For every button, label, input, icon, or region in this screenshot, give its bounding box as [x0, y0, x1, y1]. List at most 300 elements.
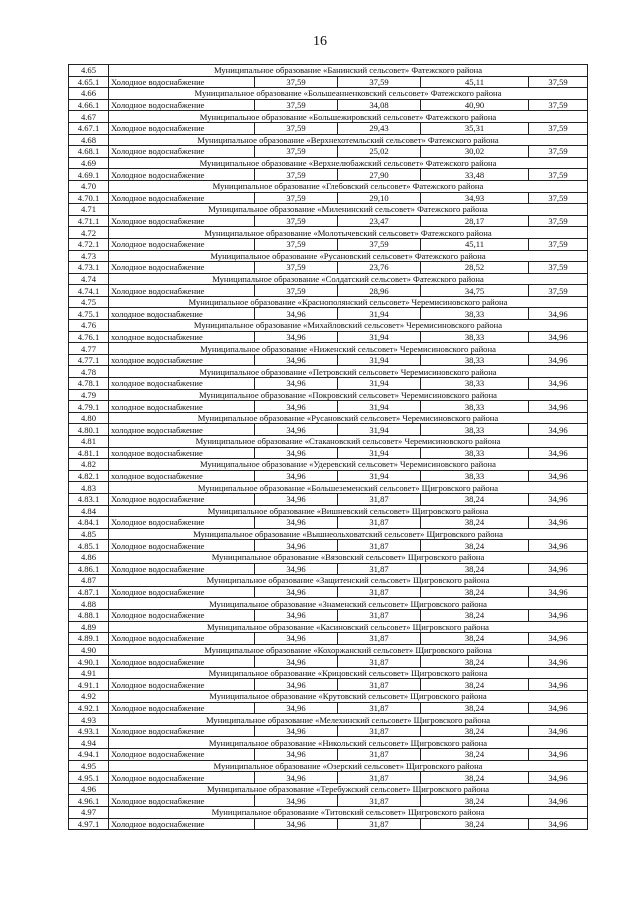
tariff-value-2: 31,87 [338, 749, 421, 761]
municipality-title: Муниципальное образование «Титовский сельсовет» Щигровского района [109, 807, 588, 819]
row-number: 4.81 [69, 436, 109, 448]
row-number: 4.93 [69, 714, 109, 726]
tariff-value-2: 31,94 [338, 378, 421, 390]
municipality-title: Муниципальное образование «Верхнехотемльский сельсовет» Фатежского района [109, 134, 588, 146]
service-label: Холодное водоснабжение [109, 493, 255, 505]
tariff-row [69, 772, 588, 784]
row-number: 4.65.1 [69, 76, 109, 88]
municipality-title: Муниципальное образование «Большежировский сельсовет» Фатежского района [109, 111, 588, 123]
tariff-value-1: 37,59 [255, 215, 338, 227]
row-number: 4.84 [69, 505, 109, 517]
municipality-title: Муниципальное образование «Михайловский сельсовет» Черемисиновского района [109, 320, 588, 332]
municipality-title: Муниципальное образование «Стакановский сельсовет» Черемисиновского района [109, 436, 588, 448]
tariff-value-4: 34,96 [529, 749, 588, 761]
tariff-value-2: 31,94 [338, 424, 421, 436]
tariff-value-2: 31,94 [338, 470, 421, 482]
tariff-row [69, 401, 588, 413]
tariff-table-container [68, 64, 587, 830]
row-number: 4.70.1 [69, 192, 109, 204]
row-number: 4.79.1 [69, 401, 109, 413]
municipality-header-row [69, 343, 588, 355]
row-number: 4.86 [69, 551, 109, 563]
tariff-value-4: 34,96 [529, 725, 588, 737]
tariff-row [69, 215, 588, 227]
tariff-value-3: 45,11 [421, 238, 529, 250]
tariff-value-3: 38,33 [421, 401, 529, 413]
service-label: холодное водоснабжение [109, 331, 255, 343]
row-number: 4.94.1 [69, 749, 109, 761]
tariff-value-1: 37,59 [255, 238, 338, 250]
municipality-title: Муниципальное образование «Вышнеольховатский сельсовет» Щигровского района [109, 528, 588, 540]
row-number: 4.69.1 [69, 169, 109, 181]
tariff-row [69, 725, 588, 737]
tariff-value-2: 29,10 [338, 192, 421, 204]
tariff-value-4: 34,96 [529, 818, 588, 830]
tariff-row [69, 749, 588, 761]
tariff-value-1: 34,96 [255, 725, 338, 737]
tariff-value-4: 34,96 [529, 795, 588, 807]
tariff-row [69, 76, 588, 88]
tariff-row [69, 493, 588, 505]
row-number: 4.86.1 [69, 563, 109, 575]
tariff-value-2: 23,76 [338, 262, 421, 274]
service-label: Холодное водоснабжение [109, 517, 255, 529]
municipality-title: Муниципальное образование «Покровский сельсовет» Черемисиновского района [109, 389, 588, 401]
tariff-row [69, 424, 588, 436]
tariff-value-2: 29,43 [338, 122, 421, 134]
municipality-header-row [69, 644, 588, 656]
row-number: 4.96 [69, 783, 109, 795]
row-number: 4.67 [69, 111, 109, 123]
municipality-header-row [69, 204, 588, 216]
tariff-row [69, 354, 588, 366]
tariff-table [68, 64, 588, 830]
service-label: Холодное водоснабжение [109, 679, 255, 691]
tariff-row [69, 540, 588, 552]
tariff-value-2: 31,87 [338, 540, 421, 552]
tariff-value-4: 34,96 [529, 354, 588, 366]
tariff-value-2: 31,87 [338, 656, 421, 668]
municipality-header-row [69, 65, 588, 77]
row-number: 4.74.1 [69, 285, 109, 297]
tariff-value-2: 27,90 [338, 169, 421, 181]
tariff-value-2: 31,94 [338, 447, 421, 459]
municipality-title: Муниципальное образование «Солдатский сельсовет» Фатежского района [109, 273, 588, 285]
row-number: 4.76.1 [69, 331, 109, 343]
tariff-value-4: 37,59 [529, 76, 588, 88]
tariff-row [69, 192, 588, 204]
row-number: 4.66.1 [69, 99, 109, 111]
tariff-row [69, 633, 588, 645]
tariff-value-4: 34,96 [529, 447, 588, 459]
tariff-value-3: 38,24 [421, 725, 529, 737]
tariff-row [69, 99, 588, 111]
municipality-title: Муниципальное образование «Озерский сельсовет» Щигровского района [109, 760, 588, 772]
row-number: 4.73.1 [69, 262, 109, 274]
tariff-value-1: 34,96 [255, 447, 338, 459]
tariff-value-1: 34,96 [255, 633, 338, 645]
service-label: Холодное водоснабжение [109, 772, 255, 784]
municipality-header-row [69, 134, 588, 146]
municipality-header-row [69, 714, 588, 726]
tariff-value-3: 38,24 [421, 749, 529, 761]
tariff-row [69, 238, 588, 250]
tariff-value-4: 34,96 [529, 331, 588, 343]
municipality-title: Муниципальное образование «Никольский сельсовет» Щигровского района [109, 737, 588, 749]
service-label: Холодное водоснабжение [109, 563, 255, 575]
tariff-row [69, 818, 588, 830]
row-number: 4.83 [69, 482, 109, 494]
row-number: 4.75.1 [69, 308, 109, 320]
municipality-title: Муниципальное образование «Касиновский сельсовет» Щигровского района [109, 621, 588, 633]
tariff-value-3: 38,24 [421, 563, 529, 575]
municipality-title: Муниципальное образование «Ниженский сельсовет» Черемисиновского района [109, 343, 588, 355]
tariff-value-3: 38,24 [421, 517, 529, 529]
row-number: 4.85 [69, 528, 109, 540]
tariff-value-1: 34,96 [255, 563, 338, 575]
municipality-header-row [69, 111, 588, 123]
service-label: Холодное водоснабжение [109, 146, 255, 158]
tariff-table-body [69, 65, 588, 830]
tariff-value-3: 28,17 [421, 215, 529, 227]
tariff-value-3: 38,24 [421, 540, 529, 552]
tariff-value-4: 34,96 [529, 493, 588, 505]
tariff-value-3: 34,93 [421, 192, 529, 204]
tariff-value-2: 31,87 [338, 563, 421, 575]
row-number: 4.93.1 [69, 725, 109, 737]
municipality-header-row [69, 296, 588, 308]
municipality-header-row [69, 366, 588, 378]
service-label: Холодное водоснабжение [109, 192, 255, 204]
row-number: 4.95.1 [69, 772, 109, 784]
row-number: 4.68 [69, 134, 109, 146]
row-number: 4.71.1 [69, 215, 109, 227]
tariff-value-4: 34,96 [529, 540, 588, 552]
service-label: Холодное водоснабжение [109, 656, 255, 668]
tariff-value-4: 37,59 [529, 99, 588, 111]
municipality-header-row [69, 436, 588, 448]
municipality-header-row [69, 320, 588, 332]
tariff-value-3: 40,90 [421, 99, 529, 111]
tariff-value-4: 34,96 [529, 470, 588, 482]
row-number: 4.66 [69, 88, 109, 100]
tariff-value-3: 38,24 [421, 702, 529, 714]
tariff-value-2: 23,47 [338, 215, 421, 227]
municipality-title: Муниципальное образование «Большеанненковский сельсовет» Фатежского района [109, 88, 588, 100]
service-label: холодное водоснабжение [109, 424, 255, 436]
service-label: холодное водоснабжение [109, 470, 255, 482]
municipality-title: Муниципальное образование «Банинский сельсовет» Фатежского района [109, 65, 588, 77]
row-number: 4.80.1 [69, 424, 109, 436]
municipality-header-row [69, 737, 588, 749]
tariff-row [69, 795, 588, 807]
tariff-value-3: 38,24 [421, 493, 529, 505]
tariff-value-2: 31,94 [338, 354, 421, 366]
row-number: 4.73 [69, 250, 109, 262]
tariff-value-1: 34,96 [255, 470, 338, 482]
tariff-row [69, 517, 588, 529]
row-number: 4.87 [69, 575, 109, 587]
tariff-value-1: 34,96 [255, 749, 338, 761]
tariff-value-1: 34,96 [255, 331, 338, 343]
row-number: 4.89 [69, 621, 109, 633]
tariff-row [69, 702, 588, 714]
service-label: Холодное водоснабжение [109, 99, 255, 111]
tariff-row [69, 169, 588, 181]
service-label: холодное водоснабжение [109, 447, 255, 459]
municipality-title: Муниципальное образование «Петровский сельсовет» Черемисиновского района [109, 366, 588, 378]
tariff-value-1: 34,96 [255, 772, 338, 784]
tariff-value-1: 34,96 [255, 517, 338, 529]
row-number: 4.82 [69, 459, 109, 471]
tariff-value-3: 35,31 [421, 122, 529, 134]
row-number: 4.79 [69, 389, 109, 401]
municipality-title: Муниципальное образование «Кохоржанский сельсовет» Щигровского района [109, 644, 588, 656]
municipality-title: Муниципальное образование «Русановский сельсовет» Черемисиновского района [109, 412, 588, 424]
municipality-title: Муниципальное образование «Молотычевский сельсовет» Фатежского района [109, 227, 588, 239]
tariff-value-4: 34,96 [529, 424, 588, 436]
tariff-value-2: 37,59 [338, 238, 421, 250]
municipality-header-row [69, 783, 588, 795]
service-label: Холодное водоснабжение [109, 540, 255, 552]
tariff-value-2: 34,08 [338, 99, 421, 111]
tariff-row [69, 656, 588, 668]
service-label: Холодное водоснабжение [109, 285, 255, 297]
tariff-value-2: 31,94 [338, 401, 421, 413]
municipality-header-row [69, 157, 588, 169]
municipality-title: Муниципальное образование «Краснополянский сельсовет» Черемисиновского района [109, 296, 588, 308]
tariff-row [69, 308, 588, 320]
municipality-header-row [69, 598, 588, 610]
service-label: Холодное водоснабжение [109, 795, 255, 807]
row-number: 4.78.1 [69, 378, 109, 390]
tariff-value-2: 25,02 [338, 146, 421, 158]
row-number: 4.70 [69, 180, 109, 192]
municipality-header-row [69, 667, 588, 679]
row-number: 4.90.1 [69, 656, 109, 668]
municipality-title: Муниципальное образование «Мелехинский сельсовет» Щигровского района [109, 714, 588, 726]
tariff-row [69, 609, 588, 621]
municipality-header-row [69, 505, 588, 517]
tariff-row [69, 146, 588, 158]
row-number: 4.65 [69, 65, 109, 77]
row-number: 4.95 [69, 760, 109, 772]
municipality-title: Муниципальное образование «Удеревский сельсовет» Черемисиновского района [109, 459, 588, 471]
tariff-value-4: 34,96 [529, 679, 588, 691]
tariff-value-3: 38,24 [421, 818, 529, 830]
tariff-value-1: 34,96 [255, 795, 338, 807]
row-number: 4.83.1 [69, 493, 109, 505]
tariff-row [69, 262, 588, 274]
tariff-value-4: 37,59 [529, 238, 588, 250]
municipality-title: Муниципальное образование «Миленинский сельсовет» Фатежского района [109, 204, 588, 216]
tariff-value-1: 37,59 [255, 146, 338, 158]
tariff-value-3: 38,33 [421, 354, 529, 366]
tariff-value-3: 34,75 [421, 285, 529, 297]
service-label: Холодное водоснабжение [109, 749, 255, 761]
municipality-header-row [69, 180, 588, 192]
service-label: Холодное водоснабжение [109, 169, 255, 181]
row-number: 4.89.1 [69, 633, 109, 645]
tariff-value-4: 37,59 [529, 285, 588, 297]
tariff-value-2: 31,87 [338, 795, 421, 807]
tariff-value-1: 34,96 [255, 656, 338, 668]
tariff-value-3: 38,33 [421, 470, 529, 482]
row-number: 4.77 [69, 343, 109, 355]
tariff-value-1: 34,96 [255, 702, 338, 714]
row-number: 4.85.1 [69, 540, 109, 552]
row-number: 4.94 [69, 737, 109, 749]
row-number: 4.77.1 [69, 354, 109, 366]
service-label: Холодное водоснабжение [109, 238, 255, 250]
tariff-value-1: 34,96 [255, 378, 338, 390]
row-number: 4.82.1 [69, 470, 109, 482]
tariff-value-2: 31,87 [338, 493, 421, 505]
tariff-value-2: 31,87 [338, 818, 421, 830]
tariff-value-4: 34,96 [529, 586, 588, 598]
tariff-value-4: 34,96 [529, 656, 588, 668]
tariff-value-2: 37,59 [338, 76, 421, 88]
municipality-header-row [69, 575, 588, 587]
tariff-value-4: 34,96 [529, 517, 588, 529]
service-label: Холодное водоснабжение [109, 818, 255, 830]
row-number: 4.72.1 [69, 238, 109, 250]
tariff-value-4: 34,96 [529, 609, 588, 621]
municipality-header-row [69, 760, 588, 772]
row-number: 4.87.1 [69, 586, 109, 598]
municipality-header-row [69, 88, 588, 100]
municipality-title: Муниципальное образование «Крутовский сельсовет» Щигровского района [109, 691, 588, 703]
row-number: 4.88 [69, 598, 109, 610]
tariff-value-4: 34,96 [529, 308, 588, 320]
service-label: холодное водоснабжение [109, 378, 255, 390]
service-label: Холодное водоснабжение [109, 702, 255, 714]
tariff-value-1: 37,59 [255, 169, 338, 181]
tariff-value-1: 34,96 [255, 540, 338, 552]
tariff-value-1: 37,59 [255, 192, 338, 204]
tariff-value-4: 37,59 [529, 146, 588, 158]
row-number: 4.92 [69, 691, 109, 703]
tariff-row [69, 122, 588, 134]
row-number: 4.81.1 [69, 447, 109, 459]
tariff-row [69, 331, 588, 343]
tariff-value-1: 34,96 [255, 609, 338, 621]
tariff-value-1: 34,96 [255, 308, 338, 320]
tariff-value-3: 38,33 [421, 308, 529, 320]
municipality-header-row [69, 273, 588, 285]
service-label: холодное водоснабжение [109, 354, 255, 366]
tariff-value-1: 37,59 [255, 76, 338, 88]
municipality-title: Муниципальное образование «Большеземенский сельсовет» Щигровского района [109, 482, 588, 494]
service-label: Холодное водоснабжение [109, 725, 255, 737]
tariff-value-4: 37,59 [529, 215, 588, 227]
page-number: 16 [313, 34, 327, 49]
tariff-value-2: 28,96 [338, 285, 421, 297]
tariff-value-2: 31,87 [338, 725, 421, 737]
service-label: холодное водоснабжение [109, 308, 255, 320]
tariff-value-3: 38,24 [421, 633, 529, 645]
row-number: 4.88.1 [69, 609, 109, 621]
municipality-header-row [69, 412, 588, 424]
tariff-value-2: 31,87 [338, 517, 421, 529]
tariff-value-1: 37,59 [255, 99, 338, 111]
tariff-value-1: 34,96 [255, 354, 338, 366]
tariff-value-4: 37,59 [529, 169, 588, 181]
service-label: Холодное водоснабжение [109, 586, 255, 598]
tariff-value-4: 34,96 [529, 772, 588, 784]
tariff-value-3: 45,11 [421, 76, 529, 88]
service-label: Холодное водоснабжение [109, 609, 255, 621]
service-label: Холодное водоснабжение [109, 122, 255, 134]
tariff-row [69, 447, 588, 459]
tariff-value-4: 34,96 [529, 563, 588, 575]
tariff-row [69, 679, 588, 691]
tariff-value-1: 34,96 [255, 424, 338, 436]
tariff-row [69, 563, 588, 575]
tariff-value-1: 34,96 [255, 401, 338, 413]
row-number: 4.78 [69, 366, 109, 378]
tariff-value-1: 37,59 [255, 122, 338, 134]
tariff-value-3: 38,24 [421, 609, 529, 621]
row-number: 4.96.1 [69, 795, 109, 807]
tariff-value-1: 37,59 [255, 285, 338, 297]
tariff-value-3: 38,33 [421, 447, 529, 459]
tariff-value-3: 33,48 [421, 169, 529, 181]
tariff-value-3: 38,24 [421, 656, 529, 668]
tariff-value-3: 38,24 [421, 679, 529, 691]
row-number: 4.67.1 [69, 122, 109, 134]
row-number: 4.92.1 [69, 702, 109, 714]
row-number: 4.84.1 [69, 517, 109, 529]
tariff-value-3: 38,33 [421, 331, 529, 343]
municipality-title: Муниципальное образование «Защитенский сельсовет» Щигровского района [109, 575, 588, 587]
tariff-value-1: 34,96 [255, 818, 338, 830]
municipality-header-row [69, 459, 588, 471]
tariff-value-4: 34,96 [529, 702, 588, 714]
service-label: Холодное водоснабжение [109, 215, 255, 227]
tariff-value-3: 38,24 [421, 586, 529, 598]
row-number: 4.68.1 [69, 146, 109, 158]
tariff-value-1: 34,96 [255, 493, 338, 505]
municipality-title: Муниципальное образование «Вишневский сельсовет» Щигровского района [109, 505, 588, 517]
service-label: Холодное водоснабжение [109, 633, 255, 645]
tariff-value-4: 34,96 [529, 378, 588, 390]
tariff-value-3: 38,33 [421, 424, 529, 436]
row-number: 4.91.1 [69, 679, 109, 691]
tariff-value-1: 34,96 [255, 586, 338, 598]
tariff-value-4: 37,59 [529, 192, 588, 204]
row-number: 4.76 [69, 320, 109, 332]
tariff-value-2: 31,87 [338, 633, 421, 645]
municipality-header-row [69, 389, 588, 401]
tariff-value-2: 31,87 [338, 609, 421, 621]
row-number: 4.69 [69, 157, 109, 169]
tariff-value-2: 31,94 [338, 331, 421, 343]
tariff-value-2: 31,87 [338, 772, 421, 784]
tariff-value-2: 31,87 [338, 586, 421, 598]
tariff-value-3: 38,33 [421, 378, 529, 390]
row-number: 4.72 [69, 227, 109, 239]
municipality-header-row [69, 227, 588, 239]
row-number: 4.90 [69, 644, 109, 656]
row-number: 4.80 [69, 412, 109, 424]
row-number: 4.71 [69, 204, 109, 216]
tariff-row [69, 378, 588, 390]
row-number: 4.75 [69, 296, 109, 308]
tariff-value-2: 31,87 [338, 679, 421, 691]
tariff-row [69, 285, 588, 297]
tariff-value-4: 34,96 [529, 633, 588, 645]
